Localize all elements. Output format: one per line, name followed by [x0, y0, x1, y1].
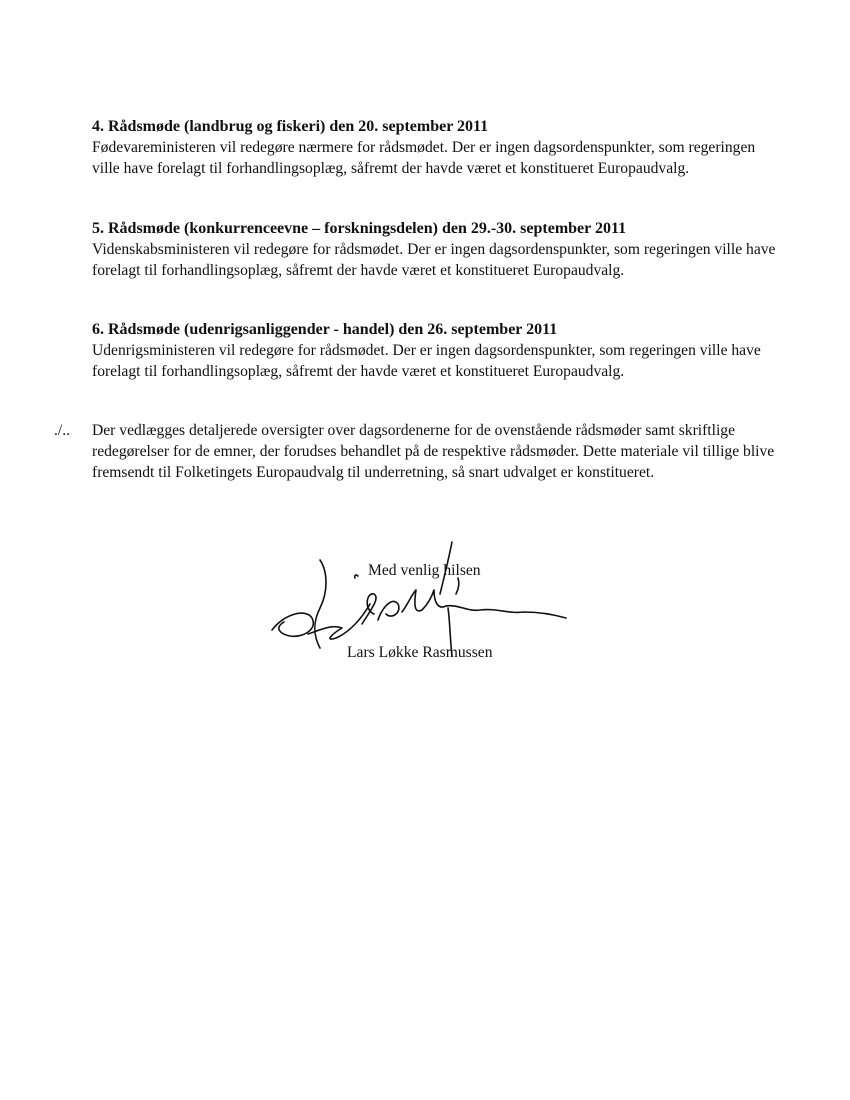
- section-heading: 6. Rådsmøde (udenrigsanliggender - handel) den 26. september 2011: [92, 321, 558, 338]
- section-heading: 5. Rådsmøde (konkurrenceevne – forskningsdelen) den 29.-30. september 2011: [92, 220, 627, 237]
- enclosure-paragraph: [92, 420, 782, 483]
- closing-salutation: Med venlig hilsen: [368, 562, 481, 579]
- section-heading: 4. Rådsmøde (landbrug og fiskeri) den 20. september 2011: [92, 118, 489, 135]
- section-text: Videnskabsministeren vil redegøre for rådsmødet. Der er ingen dagsordenspunkter, som regeringen ville have forelagt til forhandlingsoplæg, såfremt der havde været et konstitueret Europaudvalg.: [92, 241, 776, 279]
- section-5: [92, 218, 782, 281]
- enclosure-marker: ./..: [54, 422, 71, 439]
- section-6: [92, 319, 782, 382]
- section-text: Fødevareministeren vil redegøre nærmere for rådsmødet. Der er ingen dagsordenspunkter, som regeringen ville have forelagt til forhandlingsoplæg, såfremt der havde været et konstitueret Europaudvalg.: [92, 139, 756, 177]
- section-4: [92, 116, 782, 179]
- enclosure-text: Der vedlægges detaljerede oversigter over dagsordenerne for de ovenstående rådsmøder samt skriftlige redegørelser for de emner, der forudses behandlet på de respektive rådsmøder. Dette materiale vil tillige blive fremsendt til Folketingets Europaudvalg til underretning, så snart udvalget er konstitueret.: [92, 422, 775, 481]
- signer-name: Lars Løkke Rasmussen: [347, 644, 493, 661]
- section-text: Udenrigsministeren vil redegøre for rådsmødet. Der er ingen dagsordenspunkter, som regeringen ville have forelagt til forhandlingsoplæg, såfremt der havde været et konstitueret Europaudvalg.: [92, 342, 761, 380]
